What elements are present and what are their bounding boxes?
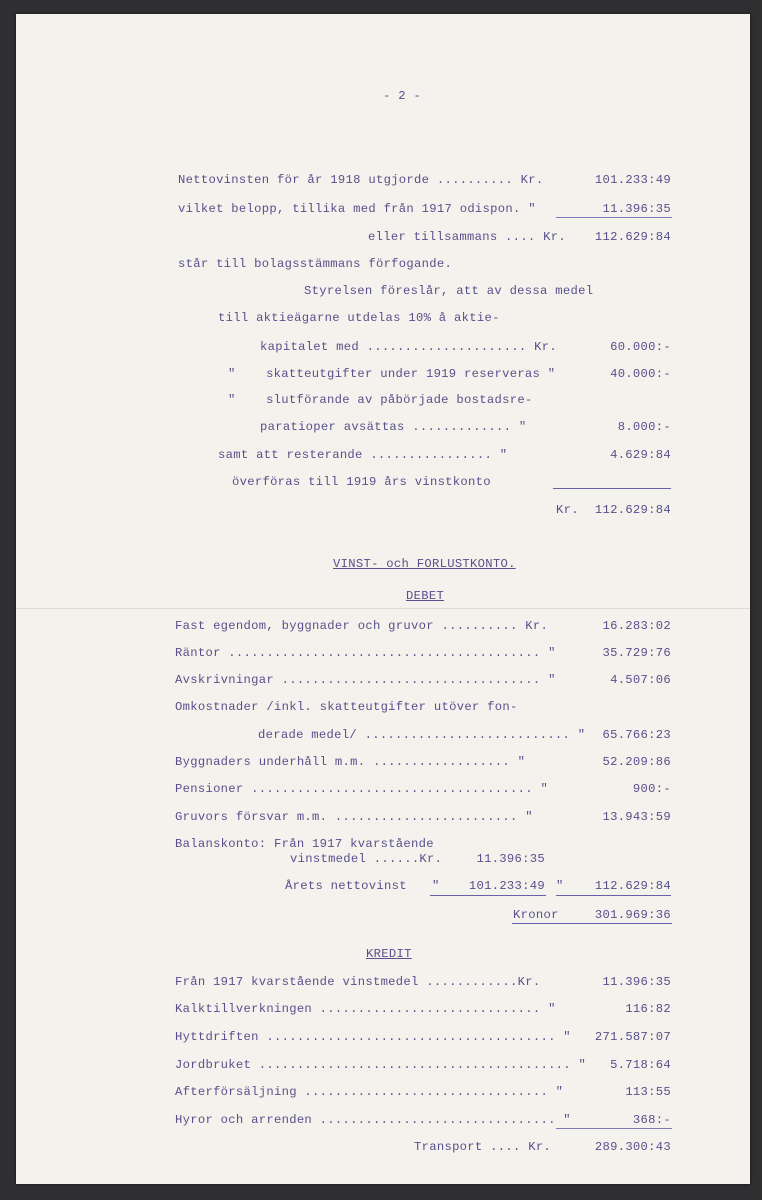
debet-amount-6: 52.209:86 [602,755,671,769]
debet-amount-1: 16.283:02 [602,619,671,633]
summary-amount-10: 8.000:- [617,420,671,434]
debet-row-4: Omkostnader /inkl. skatteutgifter utöver fon- [175,700,518,714]
pl-title: VINST- och FORLUSTKONTO. [333,557,516,571]
summary-amount-8: 40.000:- [610,367,671,381]
kredit-subtotal-rule [556,1128,672,1129]
arets-total-amount: 112.629:84 [594,879,671,893]
kronor-label: Kronor [513,908,559,922]
summary-amount-7: 60.000:- [610,340,671,354]
debet-row-5: derade medel/ ........................... " [258,728,586,742]
debet-row-6: Byggnaders underhåll m.m. .................. " [175,755,526,769]
transport-label: Transport .... Kr. [414,1140,552,1154]
kredit-row-3: Hyttdriften ...................................... " [175,1030,571,1044]
summary-amount-1: 101.233:49 [594,173,671,187]
kredit-row-1: Från 1917 kvarstående vinstmedel ............Kr. [175,975,541,989]
kredit-row-6: Hyror och arrenden ............................... " [175,1113,571,1127]
summary-line-11: samt att resterande ................ " [218,448,508,462]
transport-amount: 289.300:43 [594,1140,671,1154]
balanskonto-line-1: Balanskonto: Från 1917 kvarstående [175,837,434,851]
kredit-amount-4: 5.718:64 [610,1058,671,1072]
balanskonto-line-2: vinstmedel ......Kr. [290,852,443,866]
kredit-heading: KREDIT [366,947,412,961]
kredit-amount-2: 116:82 [625,1002,671,1016]
debet-amount-5: 65.766:23 [602,728,671,742]
debet-amount-3: 4.507:06 [610,673,671,687]
balanskonto-amount: 11.396:35 [476,852,545,866]
kredit-row-5: Afterförsäljning ................................ " [175,1085,564,1099]
kredit-amount-6: 368:- [632,1113,671,1127]
debet-heading: DEBET [406,589,445,603]
kredit-amount-3: 271.587:07 [594,1030,671,1044]
summary-total-rule [553,488,671,489]
summary-line-4: står till bolagsstämmans förfogande. [178,257,453,271]
kredit-row-2: Kalktillverkningen ............................. " [175,1002,556,1016]
debet-amount-2: 35.729:76 [602,646,671,660]
page-number: - 2 - [383,89,422,103]
summary-line-10: paratioper avsättas ............. " [260,420,527,434]
debet-row-2: Räntor ......................................... " [175,646,556,660]
debet-row-3: Avskrivningar .................................. " [175,673,556,687]
summary-line-8: " skatteutgifter under 1919 reserveras " [228,367,556,381]
kronor-rule [512,923,672,924]
kredit-row-4: Jordbruket ......................................... " [175,1058,587,1072]
debet-row-8: Gruvors försvar m.m. ........................ " [175,810,533,824]
summary-line-6: till aktieägarne utdelas 10% å aktie- [218,311,500,325]
summary-line-3: eller tillsammans .... Kr. [368,230,566,244]
summary-amount-11: 4.629:84 [610,448,671,462]
arets-total-mark: " [556,879,564,893]
arets-nettovinst-mark: " [432,879,440,893]
summary-total-currency: Kr. [556,503,579,517]
arets-rule-left [430,895,546,896]
arets-nettovinst-label: Årets nettovinst [285,879,407,893]
debet-amount-8: 13.943:59 [602,810,671,824]
summary-amount-3: 112.629:84 [594,230,671,244]
arets-nettovinst-amount: 101.233:49 [468,879,545,893]
debet-row-7: Pensioner ..................................... " [175,782,549,796]
summary-line-5: Styrelsen föreslår, att av dessa medel [304,284,594,298]
debet-amount-7: 900:- [632,782,671,796]
summary-line-1: Nettovinsten för år 1918 utgjorde .......... Kr. [178,173,544,187]
kredit-amount-5: 113:55 [625,1085,671,1099]
summary-amount-2: 11.396:35 [602,202,671,216]
summary-line-9: " slutförande av påbörjade bostadsre- [228,393,533,407]
summary-line-2: vilket belopp, tillika med från 1917 odispon. " [178,202,536,216]
kronor-total: 301.969:36 [594,908,671,922]
summary-underline-1 [556,217,672,218]
summary-line-7: kapitalet med ..................... Kr. [260,340,557,354]
summary-line-12: överföras till 1919 års vinstkonto [232,475,491,489]
debet-row-1: Fast egendom, byggnader och gruvor .......... Kr. [175,619,549,633]
arets-rule-right [556,895,671,896]
kredit-amount-1: 11.396:35 [602,975,671,989]
summary-total-amount: 112.629:84 [594,503,671,517]
